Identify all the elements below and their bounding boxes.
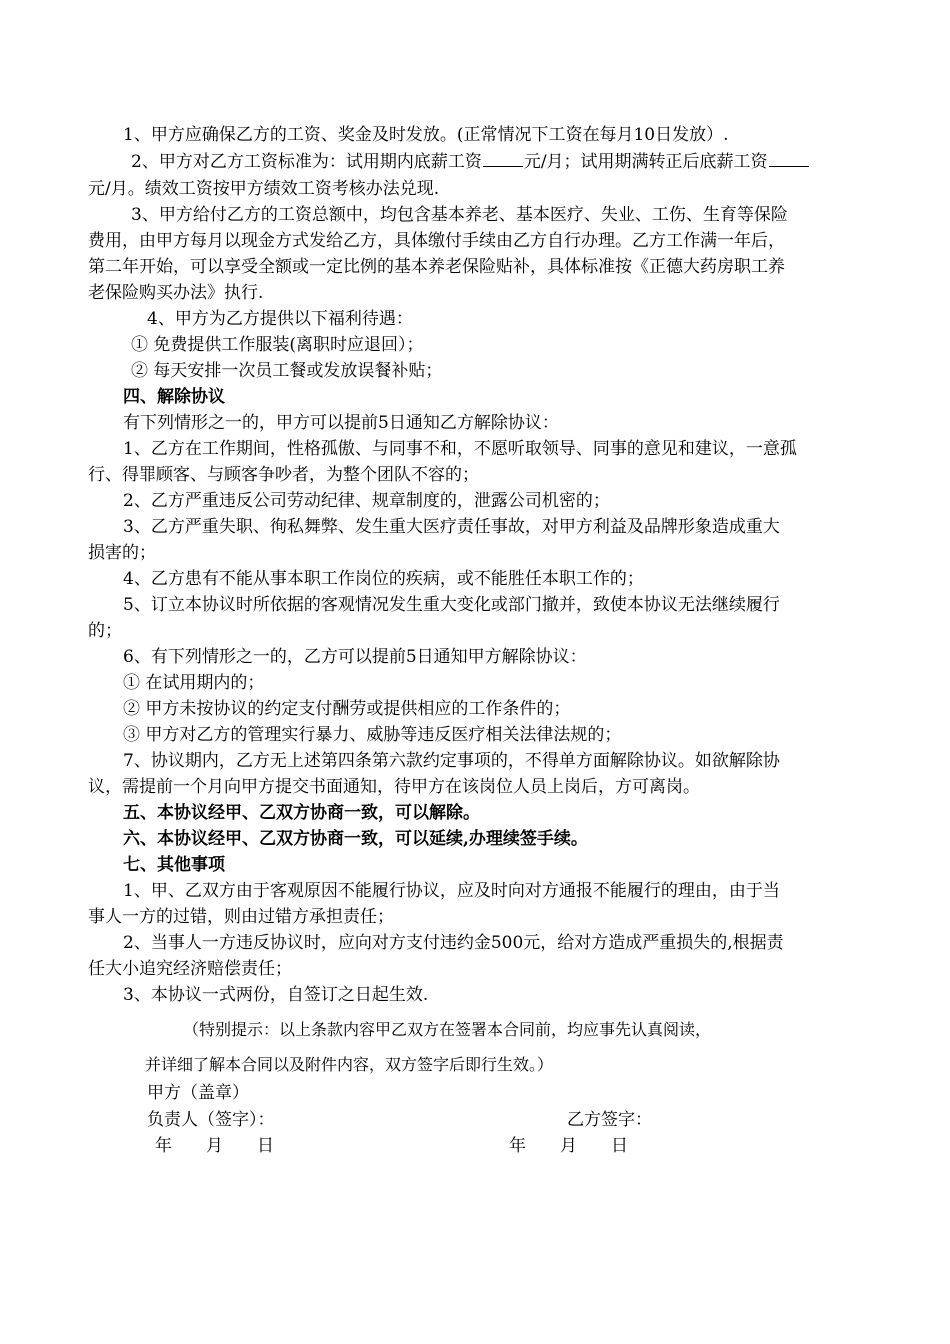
party-a-date: 年 月 日 — [155, 1136, 274, 1156]
section-4-intro: 有下列情形之一的，甲方可以提前5日通知乙方解除协议： — [123, 413, 559, 433]
clause-4-6-item-2: ② 甲方未按协议的约定支付酬劳或提供相应的工作条件的； — [123, 699, 571, 719]
clause-4-3-line-2: 损害的； — [88, 543, 156, 563]
clause-4-7-line-2: 议，需提前一个月向甲方提交书面通知，待甲方在该岗位人员上岗后，方可离岗。 — [88, 777, 700, 797]
clause-4-6: 6、有下列情形之一的，乙方可以提前5日通知甲方解除协议： — [123, 647, 587, 667]
clause-3-2-line-1 — [131, 150, 810, 174]
clause-3-2-text-b: 元/月；试用期满转正后底薪工资 — [523, 152, 768, 172]
clause-4-2: 2、乙方严重违反公司劳动纪律、规章制度的，泄露公司机密的； — [123, 491, 610, 511]
special-notice-line-1: （特别提示：以上条款内容甲乙双方在签署本合同前，均应事先认真阅读， — [183, 1020, 712, 1039]
clause-7-1-line-2: 事人一方的过错，则由过错方承担责任； — [88, 907, 394, 927]
clause-4-5-line-1: 5、订立本协议时所依据的客观情况发生重大变化或部门撤并，致使本协议无法继续履行 — [123, 595, 780, 615]
party-a-seal-label: 甲方（盖章） — [147, 1083, 249, 1103]
party-b-date: 年 月 日 — [509, 1136, 628, 1156]
clause-3-3-line-2: 费用，由甲方每月以现金方式发给乙方，具体缴付手续由乙方自行办理。乙方工作满一年后， — [88, 231, 785, 251]
clause-4-4: 4、乙方患有不能从事本职工作岗位的疾病，或不能胜任本职工作的； — [123, 569, 644, 589]
clause-3-1: 1、甲方应确保乙方的工资、奖金及时发放。(正常情况下工资在每月10日发放）. — [123, 125, 729, 145]
clause-4-1-line-2: 行、得罪顾客、与顾客争吵者，为整个团队不容的； — [88, 465, 479, 485]
party-b-signature-label: 乙方签字： — [567, 1110, 652, 1130]
clause-3-2-line-2: 元/月。绩效工资按甲方绩效工资考核办法兑现. — [88, 179, 440, 199]
special-notice-line-2: 并详细了解本合同以及附件内容，双方签字后即行生效。） — [145, 1055, 554, 1074]
section-6: 六、本协议经甲、乙双方协商一致，可以延续,办理续签手续。 — [123, 829, 588, 849]
clause-7-3: 3、本协议一式两份，自签订之日起生效. — [123, 985, 429, 1005]
clause-3-3-line-1: 3、甲方给付乙方的工资总额中，均包含基本养老、基本医疗、失业、工伤、生育等保险 — [131, 205, 788, 225]
clause-4-7-line-1: 7、协议期内，乙方无上述第四条第六款约定事项的，不得单方面解除协议。如欲解除协 — [123, 751, 780, 771]
clause-4-6-item-1: ① 在试用期内的； — [123, 673, 265, 693]
trial-salary-blank — [483, 152, 523, 167]
clause-4-3-line-1: 3、乙方严重失职、徇私舞弊、发生重大医疗责任事故，对甲方利益及品牌形象造成重大 — [123, 517, 780, 537]
benefit-2: ② 每天安排一次员工餐或发放误餐补贴； — [131, 361, 443, 381]
clause-7-2-line-1: 2、当事人一方违反协议时，应向对方支付违约金500元，给对方造成严重损失的,根据责 — [123, 933, 784, 953]
person-in-charge-label: 负责人（签字）： — [147, 1110, 275, 1130]
section-4-heading: 四、解除协议 — [123, 387, 225, 407]
clause-4-5-line-2: 的； — [88, 621, 122, 641]
clause-4-1-line-1: 1、乙方在工作期间，性格孤傲、与同事不和，不愿听取领导、同事的意见和建议，一意孤 — [123, 439, 797, 459]
regular-salary-blank — [769, 152, 809, 167]
section-7-heading: 七、其他事项 — [123, 855, 225, 875]
clause-7-1-line-1: 1、甲、乙双方由于客观原因不能履行协议，应及时向对方通报不能履行的理由，由于当 — [123, 881, 780, 901]
clause-7-2-line-2: 任大小追究经济赔偿责任； — [88, 959, 292, 979]
clause-3-2-text-a: 2、甲方对乙方工资标准为：试用期内底薪工资 — [131, 152, 482, 172]
benefit-1: ① 免费提供工作服装(离职时应退回）； — [131, 335, 424, 355]
clause-4-6-item-3: ③ 甲方对乙方的管理实行暴力、威胁等违反医疗相关法律法规的； — [123, 725, 622, 745]
clause-3-3-line-3: 第二年开始，可以享受全额或一定比例的基本养老保险贴补，具体标准按《正德大药房职工养 — [88, 257, 785, 277]
section-5: 五、本协议经甲、乙双方协商一致，可以解除。 — [123, 803, 480, 823]
clause-3-4: 4、甲方为乙方提供以下福利待遇： — [147, 309, 413, 329]
clause-3-3-line-4: 老保险购买办法》执行. — [88, 283, 264, 303]
